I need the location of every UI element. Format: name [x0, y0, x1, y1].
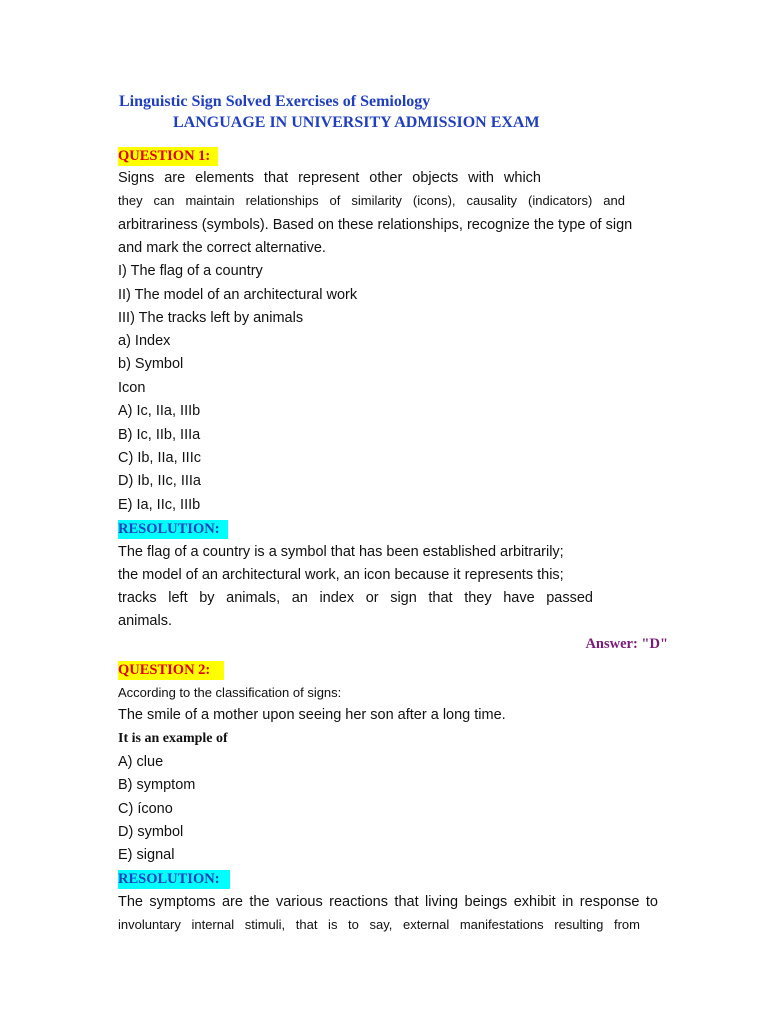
q1-category: Icon — [118, 380, 146, 396]
q2-resolution-line: The symptoms are the various reactions that living beings exhibit in response to — [118, 894, 658, 910]
q2-resolution-heading — [118, 869, 658, 889]
q1-resolution-label: RESOLUTION: — [118, 520, 228, 539]
q2-option: A) clue — [118, 754, 164, 770]
q1-text-line: Signs are elements that represent other objects with which — [118, 170, 541, 186]
q2-option: E) signal — [118, 847, 175, 863]
document-title: Linguistic Sign Solved Exercises of Semiology — [119, 93, 431, 110]
q1-option: D) Ib, IIc, IIIa — [118, 473, 201, 489]
q1-text-line: they can maintain relationships of similarity (icons), causality (indicators) and — [118, 193, 625, 208]
question-1-label: QUESTION 1: — [118, 147, 218, 166]
question-1-heading — [118, 146, 658, 166]
q1-category: a) Index — [118, 333, 171, 349]
q1-option: C) Ib, IIa, IIIc — [118, 450, 201, 466]
q2-resolution-line: involuntary internal stimuli, that is to say, external manifestations resulting from — [118, 917, 640, 932]
q2-option: D) symbol — [118, 824, 184, 840]
q2-option: C) ícono — [118, 801, 173, 817]
q2-text-line: The smile of a mother upon seeing her son after a long time. — [118, 707, 506, 723]
q2-text-line: According to the classification of signs: — [118, 685, 342, 700]
q1-item: I) The flag of a country — [118, 263, 263, 279]
document-subtitle: LANGUAGE IN UNIVERSITY ADMISSION EXAM — [173, 114, 540, 131]
q1-resolution-line: animals. — [118, 613, 172, 629]
q1-item: II) The model of an architectural work — [118, 287, 358, 303]
q1-resolution-line: the model of an architectural work, an icon because it represents this; — [118, 567, 564, 583]
q1-resolution-line: tracks left by animals, an index or sign that they have passed — [118, 590, 593, 606]
q1-category: b) Symbol — [118, 356, 184, 372]
question-2-label: QUESTION 2: — [118, 661, 224, 680]
q1-resolution-heading — [118, 519, 658, 539]
q2-option: B) symptom — [118, 777, 196, 793]
q2-prompt: It is an example of — [118, 731, 228, 746]
q1-answer: Answer: "D" — [585, 636, 668, 652]
q1-text-line: and mark the correct alternative. — [118, 240, 326, 256]
q1-option: A) Ic, IIa, IIIb — [118, 403, 201, 419]
q1-option: B) Ic, IIb, IIIa — [118, 427, 201, 443]
q1-text-line: arbitrariness (symbols). Based on these relationships, recognize the type of sign — [118, 217, 633, 233]
q1-resolution-line: The flag of a country is a symbol that has been established arbitrarily; — [118, 544, 564, 560]
q1-item: III) The tracks left by animals — [118, 310, 304, 326]
q2-resolution-label: RESOLUTION: — [118, 870, 230, 889]
question-2-heading — [118, 660, 658, 680]
q1-option: E) Ia, IIc, IIIb — [118, 497, 201, 513]
